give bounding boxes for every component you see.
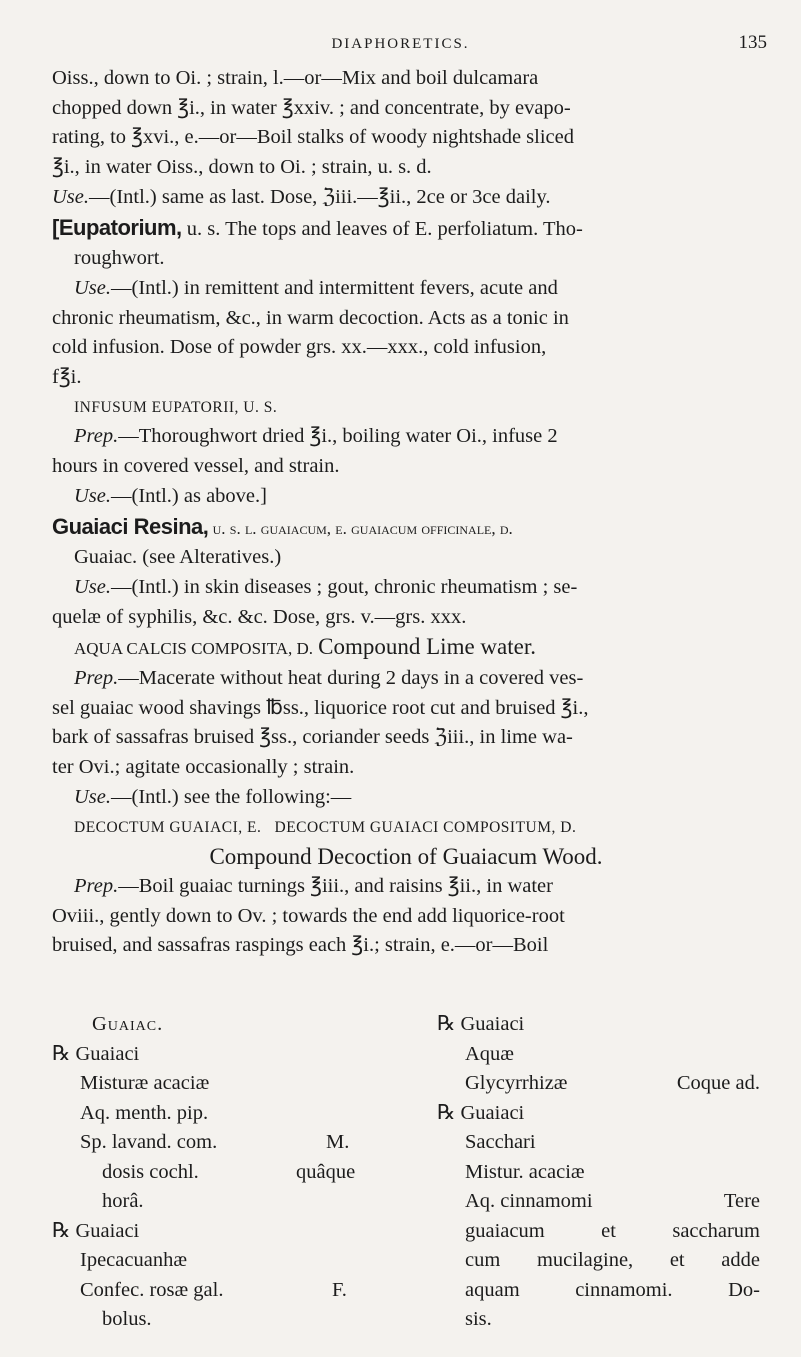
eupatorium-use-text-3: cold infusion. Dose of powder grs. xx.—xxx., cold infusion, xyxy=(52,336,547,359)
use-label: Use. xyxy=(74,484,112,507)
formula-line: dosis cochl. xyxy=(102,1160,199,1183)
formula-line: ℞ Guaiaci xyxy=(437,1013,525,1035)
use-label: Use. xyxy=(52,185,90,208)
decoctum-prep-text-3: bruised, and sassafras raspings each ℥i.; strain, e.—or—Boil xyxy=(52,934,549,957)
guaiaci-heading xyxy=(52,512,760,544)
formula-right-column xyxy=(437,1010,760,1335)
decoctum-title: DECOCTUM GUAIACI, E. DECOCTUM GUAIACI COMPOSITUM, D. xyxy=(74,818,577,836)
eupatorium-use xyxy=(52,274,760,304)
aqua-heading xyxy=(52,632,760,664)
formula-line: Aq. menth. pip. xyxy=(80,1101,209,1124)
aqua-prep-text-2: sel guaiac wood shavings ℔ss., liquorice root cut and bruised ℥i., xyxy=(52,696,589,719)
use-label: Use. xyxy=(74,785,112,808)
eupatorium-title-rest: u. s. The tops and leaves of E. perfoliatum. Tho- xyxy=(181,217,583,240)
eupatorium-use-text-1: —(Intl.) in remittent and intermittent fevers, acute and xyxy=(111,276,558,299)
formula-line: Misturæ acaciæ xyxy=(80,1072,210,1094)
formula-line: Confec. rosæ gal. xyxy=(80,1278,224,1301)
decoctum-name: Compound Decoction of Guaiacum Wood. xyxy=(209,844,603,870)
prep-label: Prep. xyxy=(74,874,119,897)
formula-line: ℞ Guaiaci xyxy=(437,1101,525,1124)
dulcamara-line-4: ℥i., in water Oiss., down to Oi. ; strain, u. s. d. xyxy=(52,156,432,179)
formula-left-column xyxy=(52,1010,312,1335)
aqua-prep-text-1: —Macerate without heat during 2 days in a covered ves- xyxy=(118,667,584,690)
formula-line: Sacchari xyxy=(465,1131,536,1153)
formula-para-line: cum mucilagine, et adde xyxy=(465,1249,760,1271)
guaiaci-use-text-1: —(Intl.) in skin diseases ; gout, chronic rheumatism ; se- xyxy=(111,575,578,598)
guaiaci-use xyxy=(52,573,760,603)
formula-para-line: aquam cinnamomi. Do- xyxy=(465,1278,760,1301)
eupatorium-use2-text: —(Intl.) as above.] xyxy=(111,484,267,507)
eupatorium-use-2 xyxy=(52,482,760,512)
aqua-use-text: —(Intl.) see the following:— xyxy=(111,785,352,808)
formula-line: ℞ Guaiaci xyxy=(52,1219,140,1242)
guaiaci-title-rest: u. s. l. guaiacum, e. guaiacum officinale, d. xyxy=(208,518,513,538)
eupatorium-use-text-2: chronic rheumatism, &c., in warm decoction. Acts as a tonic in xyxy=(52,306,569,329)
formula-para-line: sis. xyxy=(465,1308,492,1330)
formula-quaque: quâque xyxy=(296,1161,356,1183)
eupatorium-use-text-4: f℥i. xyxy=(52,366,82,389)
dulcamara-line-2: chopped down ℥i., in water ℥xxiv. ; and concentrate, by evapo- xyxy=(52,96,571,119)
aqua-title: AQUA CALCIS COMPOSITA, D. xyxy=(74,639,314,659)
use-label: Use. xyxy=(74,276,112,299)
aqua-use xyxy=(52,783,760,813)
eupatorium-heading xyxy=(52,213,760,245)
guaiaci-title: Guaiaci Resina, xyxy=(52,513,209,539)
formula-line: Ipecacuanhæ xyxy=(80,1249,187,1271)
tere: Tere xyxy=(723,1190,760,1212)
guaiaci-subtitle: Guaiac. (see Alteratives.) xyxy=(74,546,282,569)
dulcamara-use xyxy=(52,183,760,213)
eupatorium-prep-text-2: hours in covered vessel, and strain. xyxy=(52,455,340,478)
eupatorium-title: [Eupatorium, xyxy=(52,214,182,240)
use-label: Use. xyxy=(74,575,112,598)
eupatorium-title-cont: roughwort. xyxy=(74,247,165,270)
prep-label: Prep. xyxy=(74,425,119,448)
dulcamara-line-1: Oiss., down to Oi. ; strain, l.—or—Mix and boil dulcamara xyxy=(52,67,539,89)
decoctum-prep xyxy=(52,872,760,902)
formula-line: ℞ Guaiaci xyxy=(52,1042,140,1065)
formula-line: Glycyrrhizæ Coque ad. xyxy=(437,1069,760,1099)
formula-line: bolus. xyxy=(102,1308,152,1330)
formula-f: F. xyxy=(332,1279,347,1301)
dulcamara-line-3: rating, to ℥xvi., e.—or—Boil stalks of woody nightshade sliced xyxy=(52,126,574,149)
infusum-title: INFUSUM EUPATORII, U. S. xyxy=(74,398,278,416)
dulcamara-use-text: —(Intl.) same as last. Dose, ℨiii.—℥ii., 2ce or 3ce daily. xyxy=(89,185,551,208)
eupatorium-prep-text-1: —Thoroughwort dried ℥i., boiling water Oi., infuse 2 xyxy=(118,425,558,448)
eupatorium-prep xyxy=(52,422,760,452)
formulas-block xyxy=(52,1010,760,1330)
page-number: 135 xyxy=(738,32,767,53)
coque-ad: Coque ad. xyxy=(676,1072,760,1094)
prep-label: Prep. xyxy=(74,667,119,690)
main-text xyxy=(52,64,760,961)
aqua-prep-text-4: ter Ovi.; agitate occasionally ; strain. xyxy=(52,756,355,779)
formula-line: Sp. lavand. com. xyxy=(80,1131,218,1153)
formula-left-title: Guaiac. xyxy=(92,1013,164,1035)
aqua-prep xyxy=(52,664,760,694)
formula-line: Aquæ xyxy=(465,1042,514,1065)
aqua-name: Compound Lime water. xyxy=(318,634,536,660)
running-header: DIAPHORETICS. xyxy=(331,36,470,52)
formula-para-line: guaiacum et saccharum xyxy=(465,1219,760,1242)
aqua-prep-text-3: bark of sassafras bruised ℥ss., coriander seeds ℨiii., in lime wa- xyxy=(52,726,573,749)
formula-line: Aq. cinnamomi Tere xyxy=(437,1187,760,1217)
guaiaci-use-text-2: quelæ of syphilis, &c. &c. Dose, grs. v.—grs. xxx. xyxy=(52,605,467,628)
formula-line: Mistur. acaciæ xyxy=(465,1160,585,1183)
decoctum-prep-text-1: —Boil guaiac turnings ℥iii., and raisins ℥ii., in water xyxy=(118,874,553,897)
formula-line: horâ. xyxy=(102,1190,144,1212)
decoctum-prep-text-2: Oviii., gently down to Ov. ; towards the end add liquorice-root xyxy=(52,904,565,927)
formula-m: M. xyxy=(326,1131,350,1153)
